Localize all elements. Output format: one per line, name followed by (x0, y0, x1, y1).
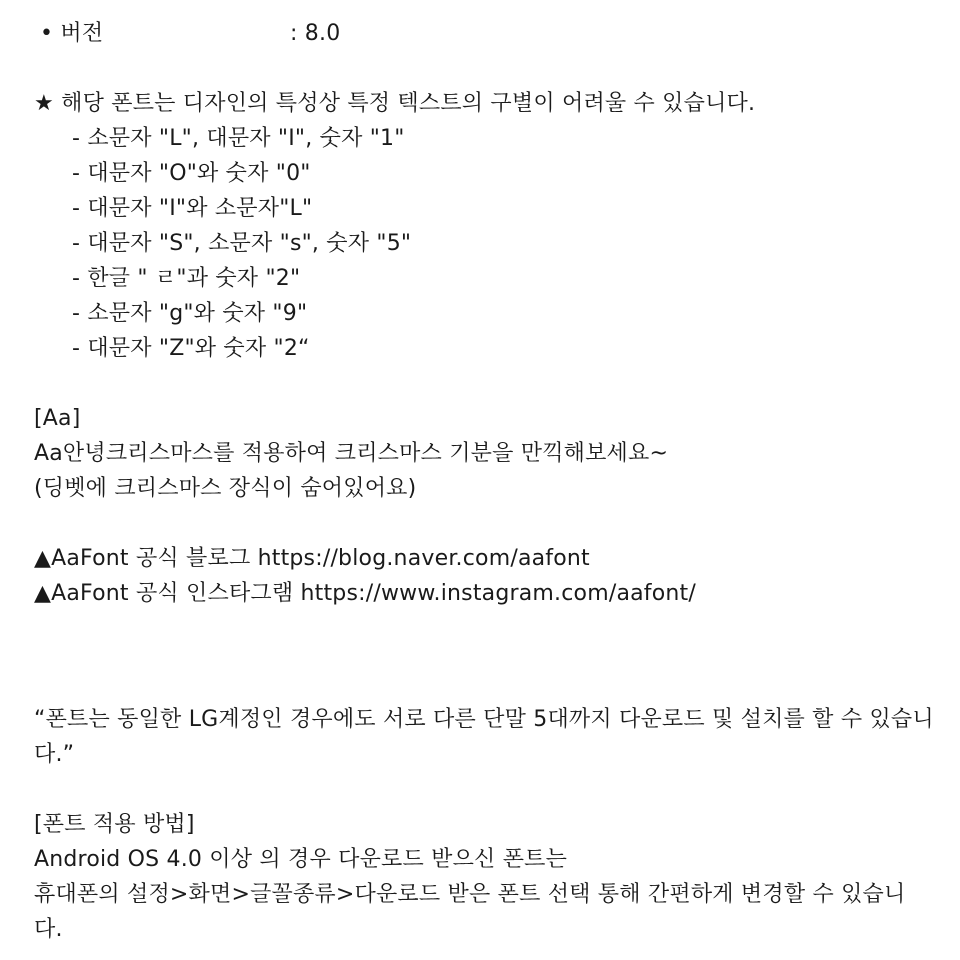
blog-link[interactable]: AaFont 공식 블로그 https://blog.naver.com/aafont (51, 546, 590, 571)
notice-text: 해당 폰트는 디자인의 특성상 특정 텍스트의 구별이 어려울 수 있습니다. (61, 91, 756, 116)
spacer (34, 366, 934, 401)
notice-item: - 대문자 "I"와 소문자"L" (72, 196, 313, 221)
version-value: : 8.0 (290, 21, 341, 46)
instagram-link-line[interactable] (34, 576, 934, 611)
spacer (34, 772, 934, 807)
license-notice: “폰트는 동일한 LG계정인 경우에도 서로 다른 단말 5대까지 다운로드 및 설치를 할 수 있습니다.” (34, 707, 934, 767)
spacer (34, 667, 934, 702)
aa-description: Aa안녕크리스마스를 적용하여 크리스마스 기분을 만끽해보세요~ (34, 441, 669, 466)
spacer (34, 51, 934, 86)
version-row (34, 16, 934, 51)
apply-heading: [폰트 적용 방법] (34, 812, 195, 837)
notice-item: - 대문자 "O"와 숫자 "0" (72, 161, 311, 186)
version-label: • 버전 (40, 21, 104, 46)
star-icon: ★ (34, 91, 54, 116)
blog-link-line[interactable] (34, 541, 934, 576)
notice-item: - 소문자 "g"와 숫자 "9" (72, 301, 308, 326)
aa-heading: [Aa] (34, 406, 81, 431)
apply-line-settings: 휴대폰의 설정>화면>글꼴종류>다운로드 받은 폰트 선택 통해 간편하게 변경할 수 있습니다. (34, 882, 906, 942)
triangle-icon: ▲ (34, 546, 52, 571)
notice-item: - 대문자 "S", 소문자 "s", 숫자 "5" (72, 231, 412, 256)
spacer (34, 611, 934, 667)
notice-item: - 소문자 "L", 대문자 "I", 숫자 "1" (72, 126, 405, 151)
spacer (34, 506, 934, 541)
apply-line-os: Android OS 4.0 이상 의 경우 다운로드 받으신 폰트는 (34, 847, 568, 872)
instagram-link[interactable]: AaFont 공식 인스타그램 https://www.instagram.com/aafont/ (51, 581, 696, 606)
notice-item: - 대문자 "Z"와 숫자 "2“ (72, 336, 310, 361)
notice-item: - 한글 " ㄹ"과 숫자 "2" (72, 266, 301, 291)
notice-line (34, 86, 934, 121)
triangle-icon: ▲ (34, 581, 52, 606)
document-body (34, 16, 934, 947)
aa-dingbat-note: (딩벳에 크리스마스 장식이 숨어있어요) (34, 476, 417, 501)
